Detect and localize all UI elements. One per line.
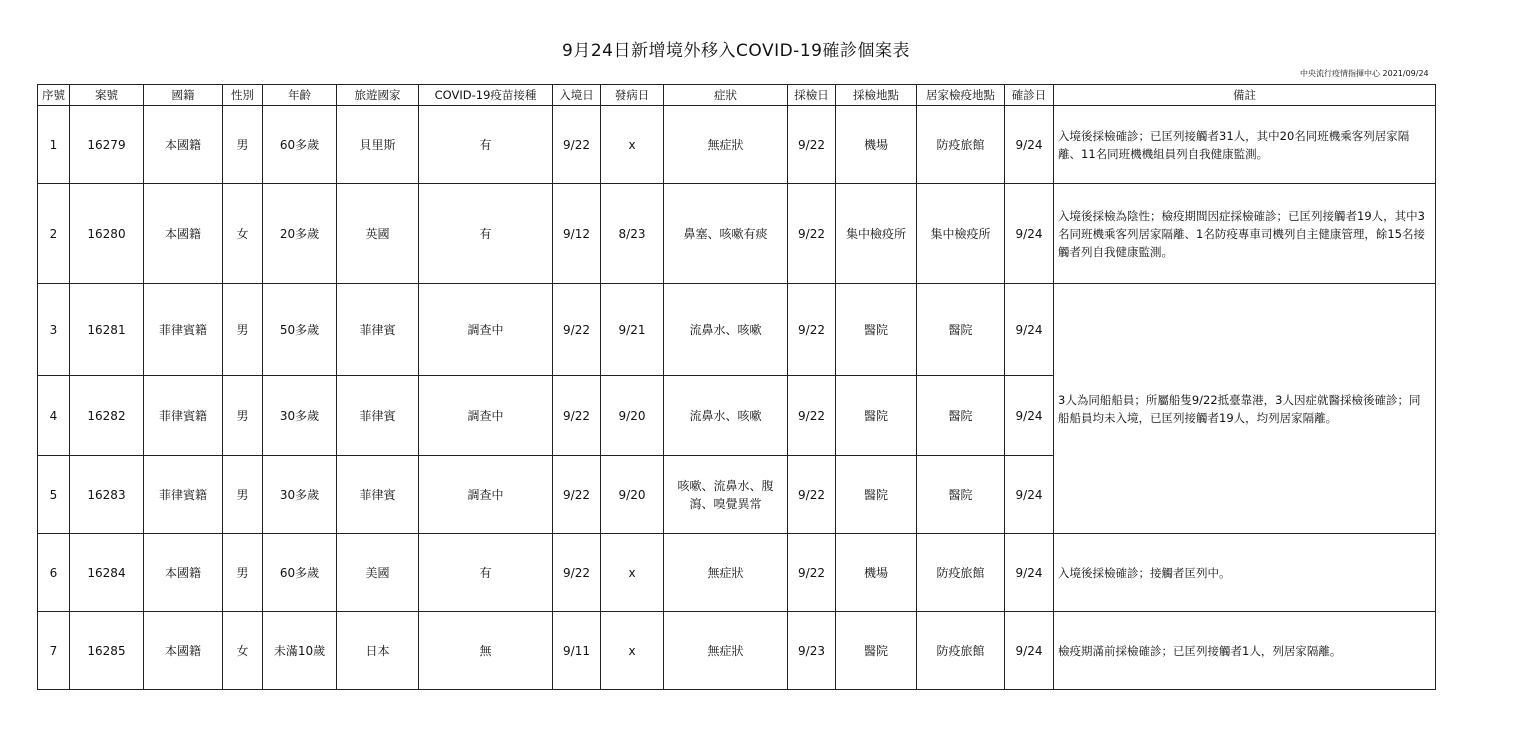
cell-remarks: 入境後採檢確診；已匡列接觸者31人，其中20名同班機乘客列居家隔離、11名同班機機組員列自我健康監測。	[1054, 106, 1436, 184]
cell-sampling-site: 醫院	[836, 612, 917, 690]
cell-nationality: 本國籍	[144, 106, 223, 184]
cell-remarks: 入境後採檢確診；接觸者匡列中。	[1054, 534, 1436, 612]
header-sex: 性別	[223, 85, 263, 106]
cell-remarks: 入境後採檢為陰性；檢疫期間因症採檢確診；已匡列接觸者19人，其中3名同班機乘客列居家隔離、1名防疫專車司機列自主健康管理，餘15名接觸者列自我健康監測。	[1054, 184, 1436, 284]
cell-seq: 5	[38, 456, 70, 534]
table-row	[38, 284, 1436, 376]
cell-confirm-date: 9/24	[1005, 612, 1054, 690]
cell-seq: 7	[38, 612, 70, 690]
header-onset-date: 發病日	[601, 85, 664, 106]
header-symptoms: 症狀	[664, 85, 788, 106]
cell-nationality: 菲律賓籍	[144, 284, 223, 376]
cell-seq: 1	[38, 106, 70, 184]
cell-confirm-date: 9/24	[1005, 106, 1054, 184]
header-confirm-date: 確診日	[1005, 85, 1054, 106]
cell-quarantine-site: 醫院	[917, 376, 1005, 456]
cell-seq: 3	[38, 284, 70, 376]
cell-travel-country: 英國	[337, 184, 419, 284]
cell-symptoms: 流鼻水、咳嗽	[664, 376, 788, 456]
cell-vaccine: 調查中	[419, 456, 553, 534]
header-entry-date: 入境日	[553, 85, 601, 106]
cell-vaccine: 有	[419, 184, 553, 284]
cell-sampling-date: 9/22	[788, 534, 836, 612]
cell-onset-date: 9/21	[601, 284, 664, 376]
cell-sampling-date: 9/22	[788, 376, 836, 456]
cell-age: 30多歲	[263, 376, 337, 456]
cell-travel-country: 菲律賓	[337, 376, 419, 456]
table-row	[38, 534, 1436, 612]
cell-vaccine: 調查中	[419, 376, 553, 456]
cell-entry-date: 9/22	[553, 534, 601, 612]
cell-seq: 2	[38, 184, 70, 284]
page-title: 9月24日新增境外移入COVID-19確診個案表	[562, 41, 910, 61]
cell-age: 20多歲	[263, 184, 337, 284]
source-note: 中央流行疫情指揮中心 2021/09/24	[1300, 69, 1429, 78]
cell-onset-date: x	[601, 534, 664, 612]
cell-travel-country: 日本	[337, 612, 419, 690]
header-seq: 序號	[38, 85, 70, 106]
cell-confirm-date: 9/24	[1005, 184, 1054, 284]
cell-sampling-date: 9/23	[788, 612, 836, 690]
cell-onset-date: 9/20	[601, 456, 664, 534]
cell-nationality: 菲律賓籍	[144, 376, 223, 456]
header-vaccine: COVID-19疫苗接種	[419, 85, 553, 106]
cell-symptoms: 流鼻水、咳嗽	[664, 284, 788, 376]
cell-sampling-site: 醫院	[836, 284, 917, 376]
header-nationality: 國籍	[144, 85, 223, 106]
cell-case-no: 16280	[70, 184, 144, 284]
cell-onset-date: 9/20	[601, 376, 664, 456]
cell-symptoms: 鼻塞、咳嗽有痰	[664, 184, 788, 284]
cell-sampling-date: 9/22	[788, 106, 836, 184]
cell-confirm-date: 9/24	[1005, 284, 1054, 376]
cell-entry-date: 9/22	[553, 456, 601, 534]
header-quarantine-site: 居家檢疫地點	[917, 85, 1005, 106]
cell-case-no: 16281	[70, 284, 144, 376]
cell-vaccine: 無	[419, 612, 553, 690]
header-row	[38, 85, 1436, 106]
header-sampling-site: 採檢地點	[836, 85, 917, 106]
table-row	[38, 612, 1436, 690]
cell-sampling-site: 機場	[836, 106, 917, 184]
cell-case-no: 16283	[70, 456, 144, 534]
cell-travel-country: 菲律賓	[337, 284, 419, 376]
cell-confirm-date: 9/24	[1005, 376, 1054, 456]
cell-sex: 男	[223, 284, 263, 376]
cell-vaccine: 有	[419, 534, 553, 612]
cell-quarantine-site: 醫院	[917, 456, 1005, 534]
cell-confirm-date: 9/24	[1005, 534, 1054, 612]
cell-onset-date: 8/23	[601, 184, 664, 284]
cell-sampling-site: 醫院	[836, 456, 917, 534]
table-row	[38, 184, 1436, 284]
table-row	[38, 106, 1436, 184]
cell-sampling-site: 醫院	[836, 376, 917, 456]
cell-entry-date: 9/12	[553, 184, 601, 284]
cell-onset-date: x	[601, 612, 664, 690]
cell-nationality: 菲律賓籍	[144, 456, 223, 534]
cell-age: 60多歲	[263, 534, 337, 612]
cell-onset-date: x	[601, 106, 664, 184]
cell-case-no: 16284	[70, 534, 144, 612]
cell-entry-date: 9/22	[553, 284, 601, 376]
cell-sex: 男	[223, 376, 263, 456]
cell-age: 60多歲	[263, 106, 337, 184]
cell-sampling-date: 9/22	[788, 284, 836, 376]
cell-sampling-site: 機場	[836, 534, 917, 612]
cell-quarantine-site: 防疫旅館	[917, 106, 1005, 184]
cell-vaccine: 調查中	[419, 284, 553, 376]
cell-case-no: 16285	[70, 612, 144, 690]
header-travel-country: 旅遊國家	[337, 85, 419, 106]
cell-travel-country: 美國	[337, 534, 419, 612]
cell-sex: 男	[223, 106, 263, 184]
cell-quarantine-site: 防疫旅館	[917, 534, 1005, 612]
cell-sex: 男	[223, 534, 263, 612]
cell-sampling-date: 9/22	[788, 456, 836, 534]
cell-nationality: 本國籍	[144, 612, 223, 690]
header-sampling-date: 採檢日	[788, 85, 836, 106]
cell-case-no: 16282	[70, 376, 144, 456]
header-case-no: 案號	[70, 85, 144, 106]
header-remarks: 備註	[1054, 85, 1436, 106]
header-age: 年齡	[263, 85, 337, 106]
cell-quarantine-site: 醫院	[917, 284, 1005, 376]
cell-travel-country: 菲律賓	[337, 456, 419, 534]
cell-quarantine-site: 集中檢疫所	[917, 184, 1005, 284]
cell-entry-date: 9/22	[553, 376, 601, 456]
cell-sex: 女	[223, 184, 263, 284]
cell-nationality: 本國籍	[144, 184, 223, 284]
cell-remarks-merged: 3人為同船船員；所屬船隻9/22抵臺靠港，3人因症就醫採檢後確診；同船船員均未入境，已匡列接觸者19人，均列居家隔離。	[1054, 284, 1436, 534]
cell-seq: 6	[38, 534, 70, 612]
case-table	[37, 84, 1436, 690]
cell-age: 未滿10歲	[263, 612, 337, 690]
cell-symptoms: 無症狀	[664, 534, 788, 612]
cell-travel-country: 貝里斯	[337, 106, 419, 184]
cell-symptoms: 無症狀	[664, 106, 788, 184]
cell-entry-date: 9/22	[553, 106, 601, 184]
cell-sampling-date: 9/22	[788, 184, 836, 284]
cell-age: 30多歲	[263, 456, 337, 534]
cell-symptoms: 無症狀	[664, 612, 788, 690]
cell-nationality: 本國籍	[144, 534, 223, 612]
cell-sex: 女	[223, 612, 263, 690]
cell-entry-date: 9/11	[553, 612, 601, 690]
cell-remarks: 檢疫期滿前採檢確診；已匡列接觸者1人，列居家隔離。	[1054, 612, 1436, 690]
cell-vaccine: 有	[419, 106, 553, 184]
cell-seq: 4	[38, 376, 70, 456]
cell-case-no: 16279	[70, 106, 144, 184]
cell-sex: 男	[223, 456, 263, 534]
cell-confirm-date: 9/24	[1005, 456, 1054, 534]
cell-sampling-site: 集中檢疫所	[836, 184, 917, 284]
cell-symptoms: 咳嗽、流鼻水、腹瀉、嗅覺異常	[664, 456, 788, 534]
cell-quarantine-site: 防疫旅館	[917, 612, 1005, 690]
cell-age: 50多歲	[263, 284, 337, 376]
